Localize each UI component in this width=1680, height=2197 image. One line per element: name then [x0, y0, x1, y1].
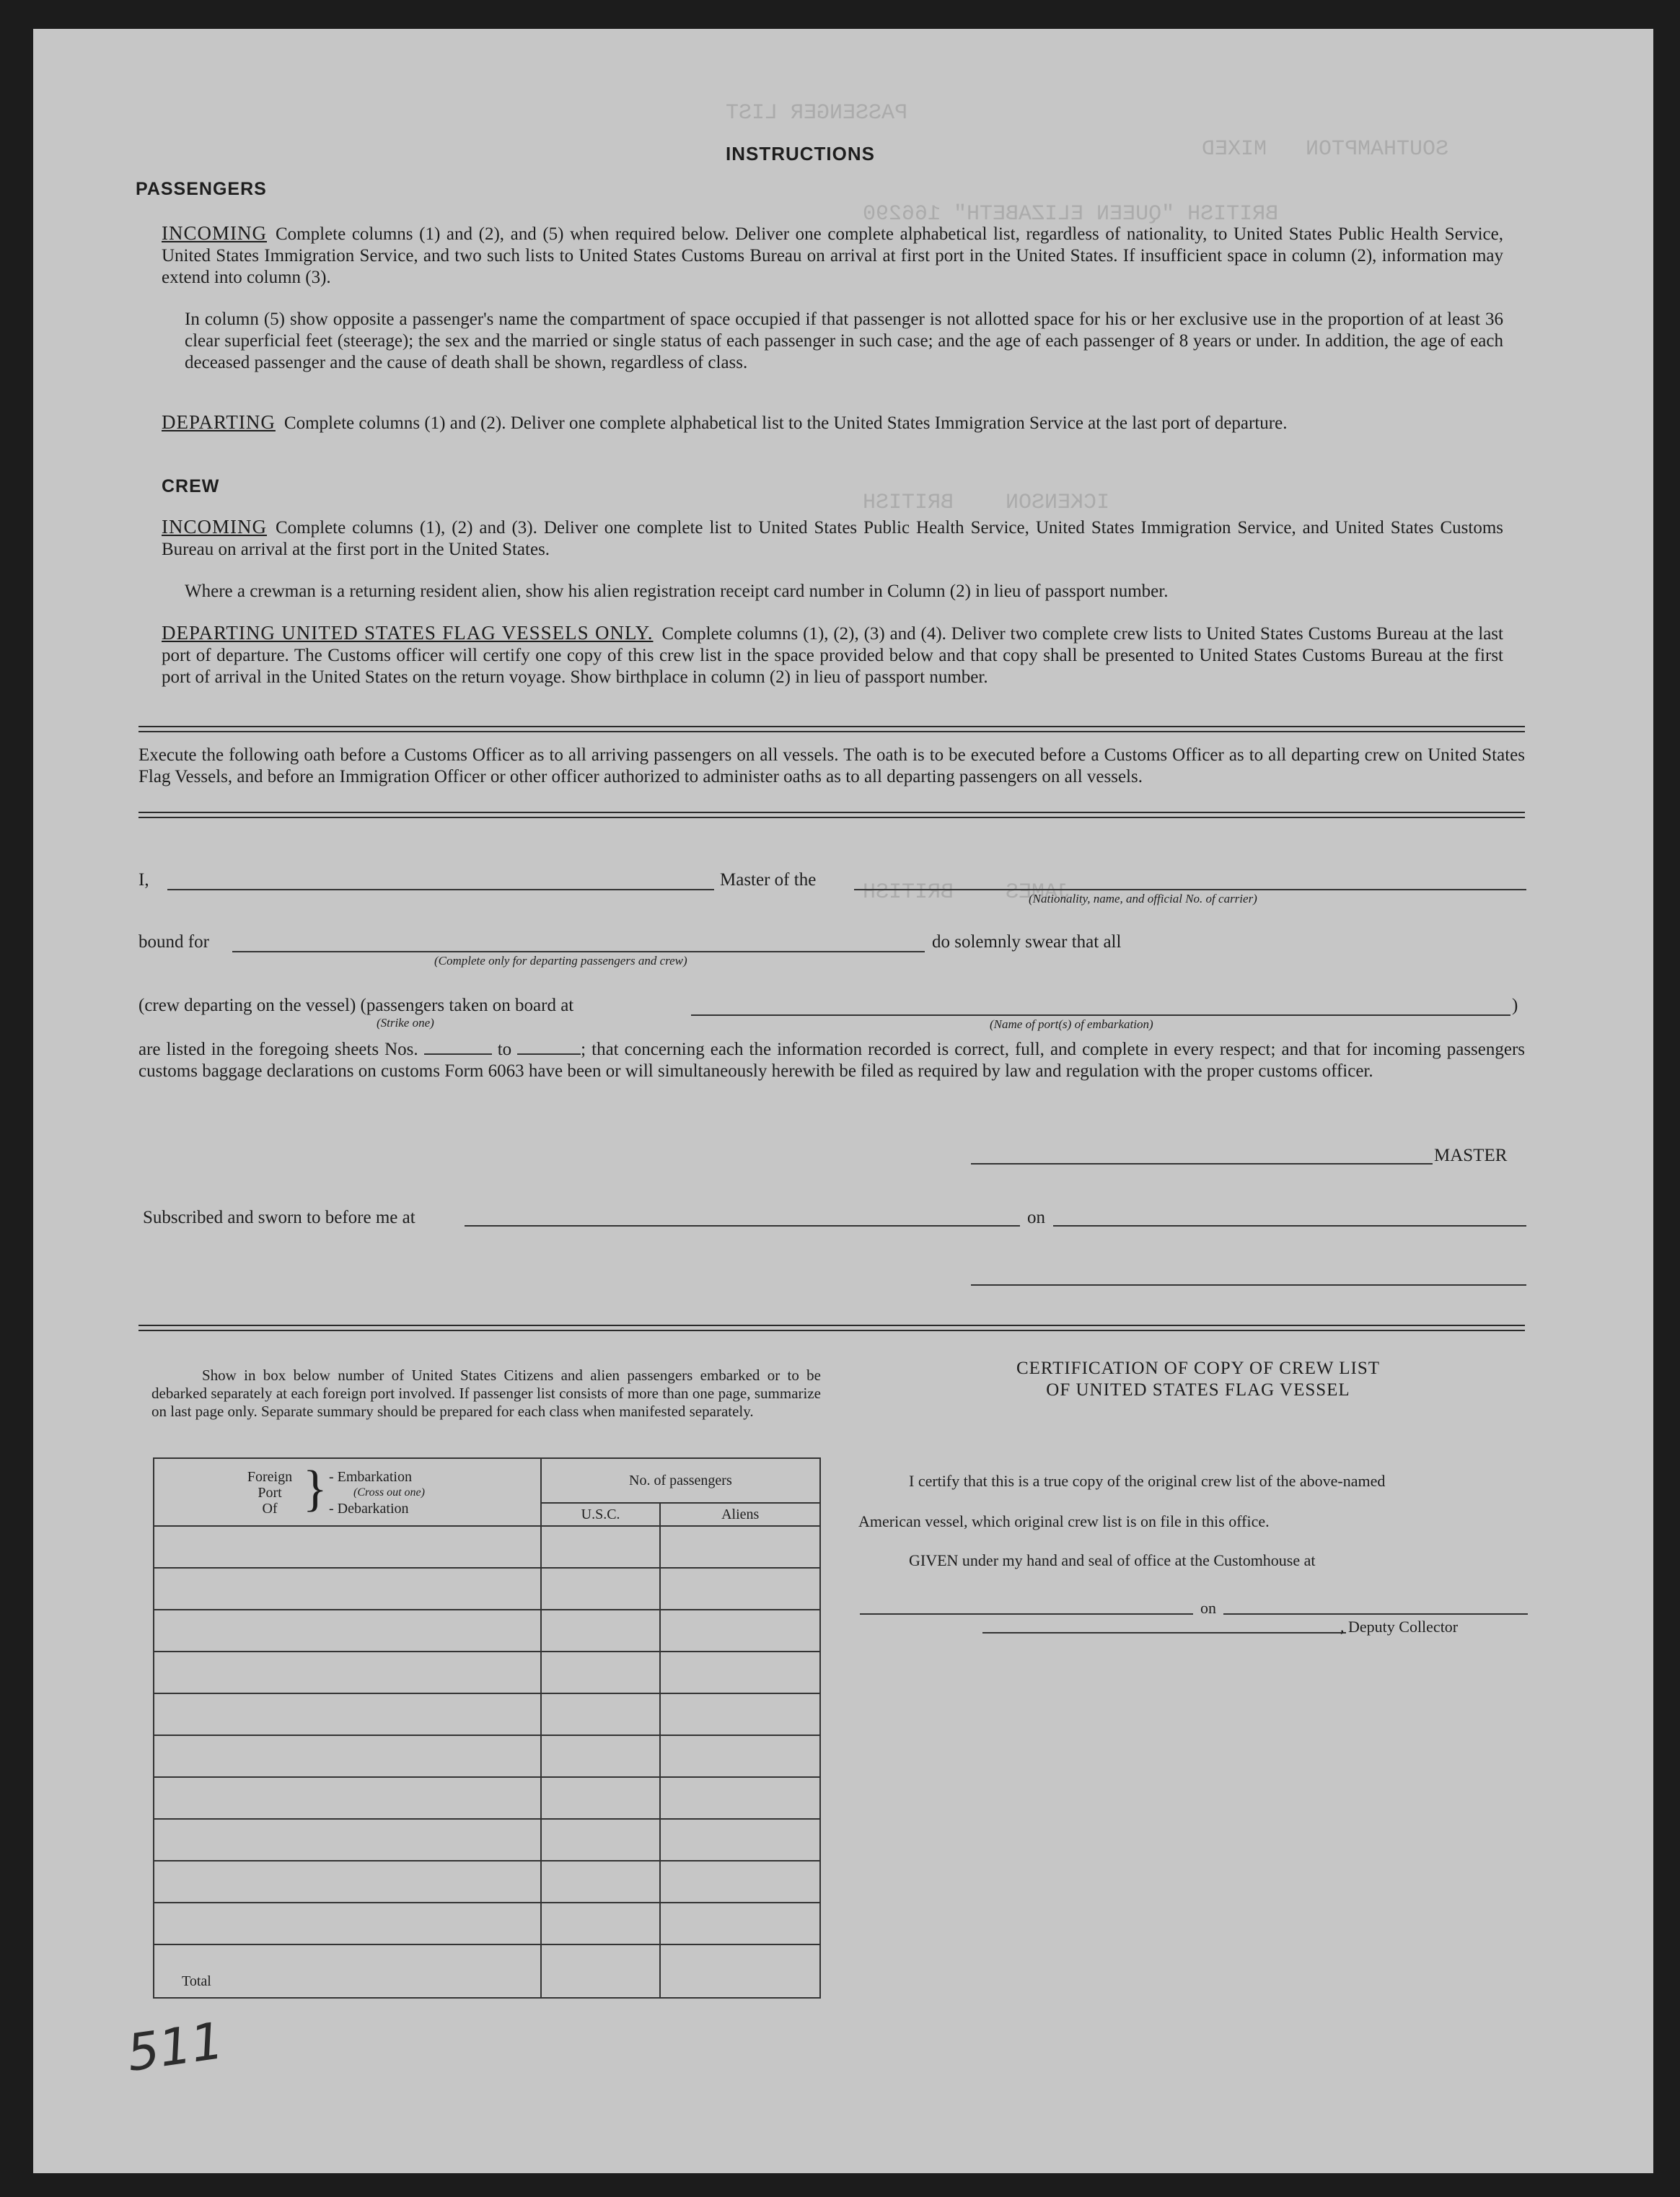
subscribed-label: Subscribed and sworn to before me at: [143, 1208, 415, 1227]
usc-cell[interactable]: [541, 1652, 661, 1693]
carrier-caption: (Nationality, name, and official No. of carrier): [1029, 892, 1257, 905]
form-page: [33, 29, 1653, 2173]
aliens-cell[interactable]: [660, 1777, 820, 1819]
usc-cell[interactable]: [541, 1903, 661, 1944]
divider: [138, 812, 1525, 818]
aliens-cell[interactable]: [660, 1903, 820, 1944]
usc-cell[interactable]: [541, 1693, 661, 1735]
table-row[interactable]: [154, 1861, 541, 1903]
strike-one-caption: (Strike one): [377, 1016, 434, 1030]
crew-resident-paragraph: Where a crewman is a returning resident alien, show his alien registration receipt card number in Column (2) in lieu of passport number.: [185, 582, 1169, 601]
aliens-header: Aliens: [660, 1503, 820, 1526]
usc-cell[interactable]: [541, 1861, 661, 1903]
aliens-cell[interactable]: [660, 1819, 820, 1861]
passengers-incoming-paragraph: [162, 222, 1503, 289]
table-row[interactable]: [154, 1526, 541, 1568]
deputy-collector-label: , Deputy Collector: [1340, 1618, 1459, 1636]
embarkation-label: - Embarkation: [329, 1469, 412, 1485]
of-label: Of: [262, 1501, 278, 1517]
brace: }: [303, 1461, 327, 1517]
aliens-cell[interactable]: [660, 1735, 820, 1777]
certification-heading-line1: CERTIFICATION OF COPY OF CREW LIST: [1016, 1359, 1381, 1378]
table-row[interactable]: [154, 1819, 541, 1861]
passengers-departing-paragraph: [162, 411, 1503, 434]
master-of-the-label: Master of the: [720, 870, 817, 890]
table-row[interactable]: [154, 1652, 541, 1693]
table-row[interactable]: [154, 1777, 541, 1819]
sworn-on-label: on: [1027, 1208, 1045, 1227]
passengers-heading: PASSENGERS: [136, 179, 267, 199]
master-label: MASTER: [1434, 1146, 1508, 1165]
crew-incoming-paragraph: [162, 516, 1503, 561]
embarkation-port-field[interactable]: [691, 1014, 1510, 1016]
listed-suffix: ; that concerning each the information recorded is correct, full, and complete in every respect; and that for incoming passengers customs baggage declarations on customs Form 6063 have been or will simultaneously herewith be filed as required by law and regulation with the proper customs officer.: [138, 1040, 1526, 1081]
master-signature-field[interactable]: [971, 1163, 1433, 1165]
summary-instructions: Show in box below number of United States Citizens and alien passengers embarked or to be debarked separately at each foreign port involved. If passenger list consists of more than one page, summarize on last page only. Separate summary should be prepared for each class when manifested separately.: [151, 1367, 821, 1420]
foreign-port-header: [154, 1458, 541, 1526]
aliens-cell[interactable]: [660, 1652, 820, 1693]
total-aliens-cell[interactable]: [660, 1944, 820, 1998]
customhouse-field[interactable]: [860, 1613, 1193, 1615]
aliens-cell[interactable]: [660, 1526, 820, 1568]
usc-cell[interactable]: [541, 1735, 661, 1777]
passengers-incoming-text: Complete columns (1) and (2), and (5) when required below. Deliver one complete alphabetical list, regardless of nationality, to United States Public Health Service, United States Immigration Service, and two such lists to United States Customs Bureau on arrival at first port in the United States. If insufficient space in column (2), information may extend into column (3).: [162, 224, 1503, 287]
officer-signature-field[interactable]: [971, 1284, 1526, 1286]
passengers-incoming-label: INCOMING: [162, 222, 267, 244]
master-name-field[interactable]: [167, 889, 714, 890]
crew-departing-paragraph: [162, 622, 1503, 688]
debarkation-label: - Debarkation: [329, 1501, 409, 1517]
summary-table: [153, 1457, 821, 1999]
divider: [138, 726, 1525, 732]
listed-prefix: are listed in the foregoing sheets Nos.: [138, 1040, 418, 1059]
table-row[interactable]: [154, 1610, 541, 1652]
bound-for-caption: (Complete only for departing passengers and crew): [434, 954, 687, 968]
cross-out-label: (Cross out one): [353, 1486, 425, 1499]
certification-date-field[interactable]: [1223, 1613, 1528, 1615]
total-label: Total: [154, 1944, 541, 1998]
usc-cell[interactable]: [541, 1819, 661, 1861]
oath-i-label: I,: [138, 870, 149, 890]
certification-on-label: on: [1200, 1599, 1216, 1617]
no-passengers-header: No. of passengers: [541, 1458, 820, 1503]
aliens-cell[interactable]: [660, 1610, 820, 1652]
aliens-cell[interactable]: [660, 1861, 820, 1903]
crew-heading: CREW: [162, 476, 220, 496]
certification-heading-line2: OF UNITED STATES FLAG VESSEL: [1046, 1380, 1350, 1400]
listed-paragraph: [138, 1039, 1525, 1082]
passengers-departing-text: Complete columns (1) and (2). Deliver one complete alphabetical list to the United States Immigration Service at the last port of departure.: [283, 413, 1288, 433]
usc-cell[interactable]: [541, 1777, 661, 1819]
passengers-departing-label: DEPARTING: [162, 411, 276, 433]
aliens-cell[interactable]: [660, 1568, 820, 1610]
to-label: to: [497, 1040, 512, 1059]
foreign-label: Foreign: [247, 1469, 293, 1485]
bleed-through-text: BRITISH "QUEEN ELIZABETH" 166290: [863, 202, 1279, 227]
usc-cell[interactable]: [541, 1610, 661, 1652]
bound-for-label: bound for: [138, 932, 209, 952]
bleed-through-text: SOUTHAMPTON MIXED: [1202, 137, 1449, 162]
sheet-from-field[interactable]: [424, 1039, 492, 1055]
embarkation-port-caption: (Name of port(s) of embarkation): [990, 1017, 1153, 1031]
certification-text2: American vessel, which original crew list is on file in this office.: [858, 1512, 1270, 1530]
crew-departing-label: DEPARTING UNITED STATES FLAG VESSELS ONLY.: [162, 622, 654, 644]
swear-label: do solemnly swear that all: [932, 932, 1122, 952]
usc-cell[interactable]: [541, 1568, 661, 1610]
carrier-field[interactable]: [854, 889, 1526, 890]
divider: [138, 1325, 1525, 1331]
passengers-column5-paragraph: In column (5) show opposite a passenger's name the compartment of space occupied if that passenger is not allotted space for his or her exclusive use in the proportion of at least 36 clear superficial feet (steerage); the sex and the married or single status of each passenger in such case; and the age of each passenger of 8 years or under. In addition, the age of each deceased passenger and the cause of death shall be shown, regardless of class.: [185, 310, 1503, 372]
bound-for-field[interactable]: [232, 951, 925, 952]
oath-instructions: Execute the following oath before a Customs Officer as to all arriving passengers on all vessels. The oath is to be executed before a Customs Officer as to all departing crew on United States Flag Vessels, and before an Immigration Officer or other officer authorized to administer oaths as to all departing passengers on all vessels.: [138, 745, 1525, 786]
sworn-date-field[interactable]: [1053, 1225, 1526, 1227]
deputy-signature-field[interactable]: [982, 1632, 1346, 1634]
total-usc-cell[interactable]: [541, 1944, 661, 1998]
table-row[interactable]: [154, 1903, 541, 1944]
port-label: Port: [258, 1485, 282, 1501]
table-row[interactable]: [154, 1693, 541, 1735]
table-row[interactable]: [154, 1568, 541, 1610]
sworn-place-field[interactable]: [465, 1225, 1020, 1227]
crew-departing-label: (crew departing on the vessel) (passengers taken on board at: [138, 996, 574, 1015]
certification-heading: [856, 1358, 1541, 1401]
close-paren: ): [1512, 996, 1518, 1015]
crew-incoming-label: INCOMING: [162, 516, 267, 538]
handwritten-note: 511: [123, 2011, 227, 2083]
page-title: INSTRUCTIONS: [726, 143, 875, 165]
crew-incoming-text: Complete columns (1), (2) and (3). Deliver one complete list to United States Public Health Service, United States Immigration Service, and United States Customs Bureau on arrival at the first port in the United States.: [162, 518, 1503, 559]
bleed-through-text: JAMES BRITISH: [863, 880, 1071, 905]
certification-text1: I certify that this is a true copy of the original crew list of the above-named: [909, 1472, 1386, 1490]
aliens-cell[interactable]: [660, 1693, 820, 1735]
certification-text3: GIVEN under my hand and seal of office at the Customhouse at: [909, 1551, 1316, 1569]
crew-departing-text: Complete columns (1), (2), (3) and (4). Deliver two complete crew lists to United States Customs Bureau at the last port of departure. The Customs officer will certify one copy of this crew list in the space provided below and that copy shall be presented to United States Customs Bureau at the first port of arrival in the United States on the return voyage. Show birthplace in column (2) in lieu of passport number.: [162, 624, 1503, 687]
table-row[interactable]: [154, 1735, 541, 1777]
bleed-through-text: ICKENSON BRITISH: [863, 491, 1110, 515]
bleed-through-text: PASSENGER LIST: [726, 101, 908, 126]
usc-header: U.S.C.: [541, 1503, 661, 1526]
sheet-to-field[interactable]: [517, 1039, 581, 1055]
usc-cell[interactable]: [541, 1526, 661, 1568]
